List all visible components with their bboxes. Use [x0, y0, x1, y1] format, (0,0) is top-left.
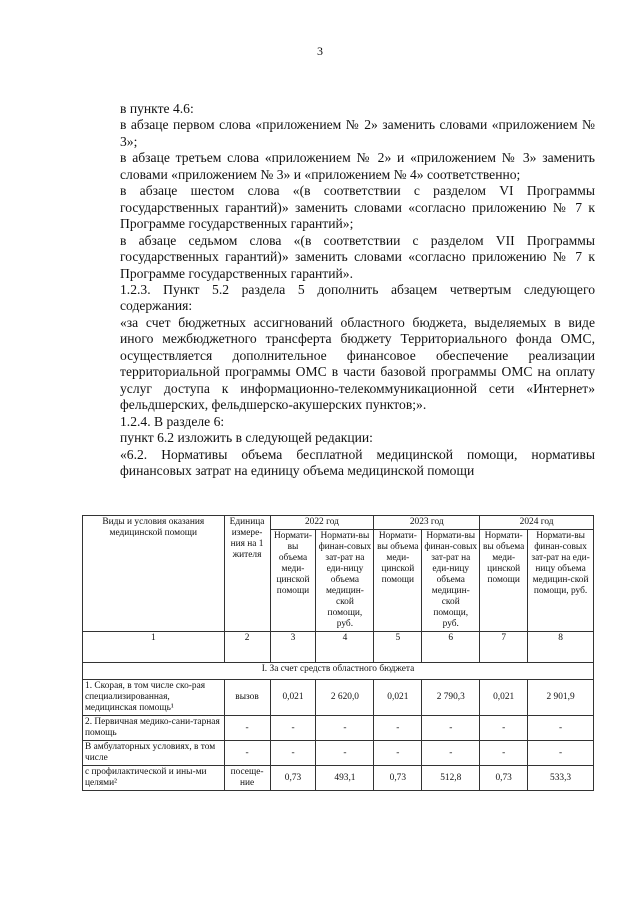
cell: - — [528, 716, 594, 741]
table-row — [83, 741, 594, 766]
row-unit: - — [224, 716, 270, 741]
cell: 512,8 — [422, 766, 480, 791]
table-row — [83, 766, 594, 791]
column-number-row — [83, 632, 594, 663]
cell: 0,73 — [374, 766, 422, 791]
column-number: 1 — [83, 632, 225, 663]
cell: 2 901,9 — [528, 680, 594, 716]
column-number: 6 — [422, 632, 480, 663]
header-cost: Нормати-вы финан-совых зат-рат на еди-ницу объема медицин-ской помощи, руб. — [422, 530, 480, 632]
paragraph: в абзаце седьмом слова «(в соответствии с разделом VII Программы государственных гарантий)» заменить словами «согласно приложению № 7 к Программе государственных гарантий». — [120, 232, 595, 281]
cell: - — [270, 716, 316, 741]
header-cost: Нормати-вы финан-совых зат-рат на еди-ницу объема медицин-ской помощи, руб. — [528, 530, 594, 632]
cell: 0,021 — [480, 680, 528, 716]
cell: 0,73 — [480, 766, 528, 791]
paragraph: «6.2. Нормативы объема бесплатной медицинской помощи, нормативы финансовых затрат на единицу объема медицинской помощи — [120, 446, 595, 478]
cell: - — [528, 741, 594, 766]
column-number: 8 — [528, 632, 594, 663]
paragraph: в абзаце третьем слова «приложением № 2» и «приложением № 3» заменить словами «приложением № 3» и «приложением № 4» соответственно; — [120, 150, 595, 182]
table-row — [83, 680, 594, 716]
column-number: 4 — [316, 632, 374, 663]
row-unit: вызов — [224, 680, 270, 716]
paragraph: «за счет бюджетных ассигнований областного бюджета, выделяемых в виде иного межбюджетного трансферта бюджету Территориального фонда ОМС, осуществляется дополнительное финансовое обеспечение реализации территориальной программы ОМС в части базовой программы ОМС на оплату услуг доступа к информационно-телекоммуникационной сети «Интернет» фельдшерских, фельдшерско-акушерских пунктов;». — [120, 314, 595, 413]
cell: 0,021 — [374, 680, 422, 716]
row-name: 1. Скорая, в том числе ско-рая специализированная, медицинская помощь¹ — [83, 680, 225, 716]
row-name: В амбулаторных условиях, в том числе — [83, 741, 225, 766]
cell: - — [480, 741, 528, 766]
header-type: Виды и условия оказания медицинской помощи — [83, 516, 225, 632]
row-unit: посеще-ние — [224, 766, 270, 791]
cell: - — [316, 741, 374, 766]
row-unit: - — [224, 741, 270, 766]
header-volume: Нормати-вы объема меди-цинской помощи — [480, 530, 528, 632]
column-number: 7 — [480, 632, 528, 663]
cell: - — [422, 741, 480, 766]
cell: - — [270, 741, 316, 766]
section-title: I. За счет средств областного бюджета — [83, 663, 594, 680]
paragraph: в абзаце первом слова «приложением № 2» заменить словами «приложением № 3»; — [120, 117, 595, 149]
cell: 2 790,3 — [422, 680, 480, 716]
cell: - — [374, 716, 422, 741]
cell: - — [422, 716, 480, 741]
header-year: 2024 год — [480, 516, 594, 530]
paragraph: в пункте 4.6: — [120, 101, 194, 116]
header-volume: Нормати-вы объема меди-цинской помощи — [270, 530, 316, 632]
body-text — [120, 101, 595, 479]
header-unit: Единица измере-ния на 1 жителя — [224, 516, 270, 632]
cell: 0,73 — [270, 766, 316, 791]
header-volume: Нормати-вы объема меди-цинской помощи — [374, 530, 422, 632]
norms-table — [82, 515, 594, 791]
column-number: 3 — [270, 632, 316, 663]
cell: 2 620,0 — [316, 680, 374, 716]
paragraph: 1.2.4. В разделе 6: — [120, 413, 225, 429]
table-row — [83, 716, 594, 741]
table-header-row — [83, 516, 594, 530]
header-year: 2022 год — [270, 516, 374, 530]
cell: 0,021 — [270, 680, 316, 716]
section-row — [83, 663, 594, 680]
cell: 533,3 — [528, 766, 594, 791]
page-number: 3 — [317, 44, 323, 58]
row-name: 2. Первичная медико-сани-тарная помощь — [83, 716, 225, 741]
cell: - — [316, 716, 374, 741]
header-cost: Нормати-вы финан-совых зат-рат на еди-ницу объема медицин-ской помощи, руб. — [316, 530, 374, 632]
cell: 493,1 — [316, 766, 374, 791]
cell: - — [374, 741, 422, 766]
paragraph: в абзаце шестом слова «(в соответствии с разделом VI Программы государственных гарантий)» заменить словами «согласно приложению № 7 к Программе государственных гарантий»; — [120, 183, 595, 232]
column-number: 2 — [224, 632, 270, 663]
paragraph: 1.2.3. Пункт 5.2 раздела 5 дополнить абзацем четвертым следующего содержания: — [120, 281, 595, 314]
header-year: 2023 год — [374, 516, 480, 530]
column-number: 5 — [374, 632, 422, 663]
paragraph: пункт 6.2 изложить в следующей редакции: — [120, 430, 373, 446]
cell: - — [480, 716, 528, 741]
row-name: с профилактической и ины-ми целями² — [83, 766, 225, 791]
